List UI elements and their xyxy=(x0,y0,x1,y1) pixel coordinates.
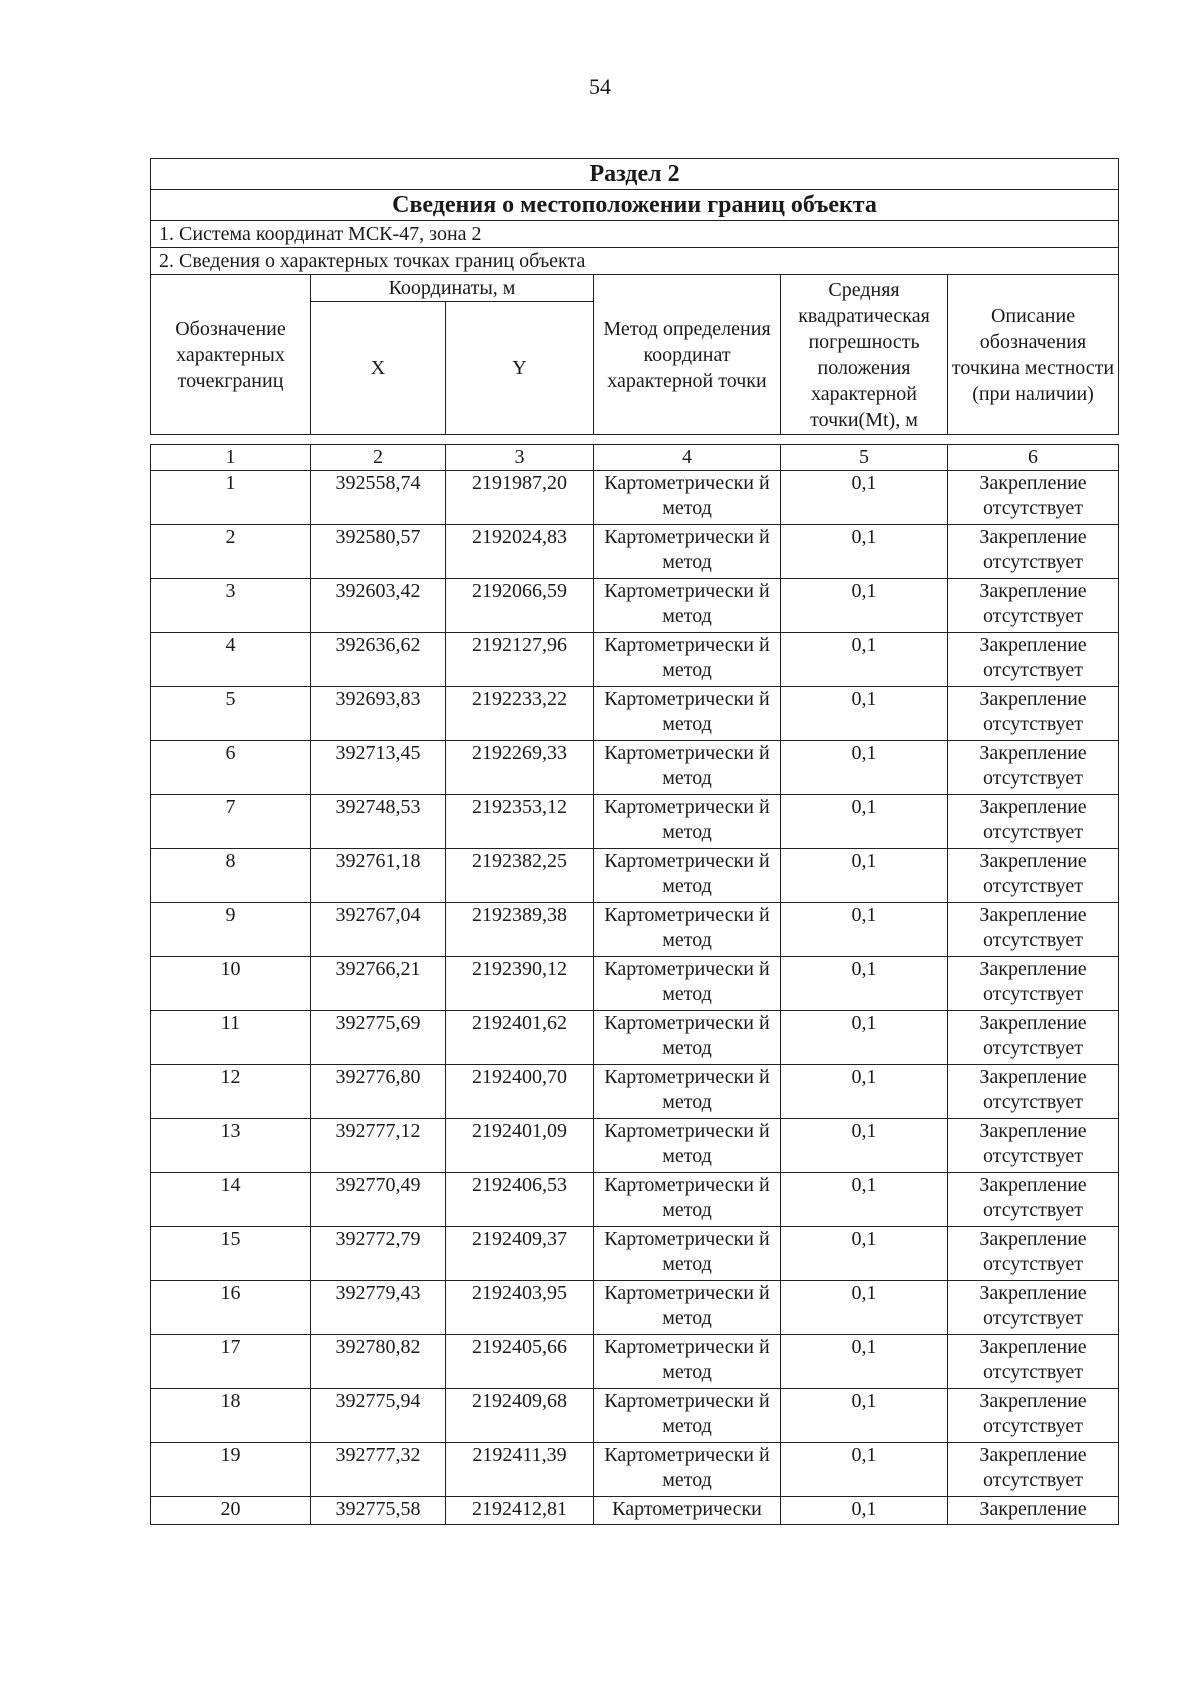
description-cell: Закрепление отсутствует xyxy=(948,1389,1119,1443)
x-coordinate-cell: 392761,18 xyxy=(311,849,446,903)
table-row xyxy=(151,1497,1119,1525)
points-heading: 2. Сведения о характерных точках границ объекта xyxy=(151,248,1119,275)
x-coordinate-cell: 392777,12 xyxy=(311,1119,446,1173)
point-number-cell: 6 xyxy=(151,741,311,795)
coord-system: 1. Система координат МСК-47, зона 2 xyxy=(151,221,1119,248)
y-coordinate-cell: 2192409,37 xyxy=(446,1227,594,1281)
y-coordinate-cell: 2192269,33 xyxy=(446,741,594,795)
point-number-cell: 18 xyxy=(151,1389,311,1443)
description-cell: Закрепление отсутствует xyxy=(948,741,1119,795)
error-mt-cell: 0,1 xyxy=(781,849,948,903)
x-coordinate-cell: 392775,94 xyxy=(311,1389,446,1443)
method-cell: Картометрически й метод xyxy=(594,1173,781,1227)
table-row xyxy=(151,957,1119,1011)
x-coordinate-cell: 392636,62 xyxy=(311,633,446,687)
x-coordinate-cell: 392777,32 xyxy=(311,1443,446,1497)
column-number: 2 xyxy=(311,445,446,471)
description-cell: Закрепление отсутствует xyxy=(948,633,1119,687)
x-coordinate-cell: 392780,82 xyxy=(311,1335,446,1389)
point-number-cell: 17 xyxy=(151,1335,311,1389)
point-number-cell: 5 xyxy=(151,687,311,741)
section-title: Раздел 2 xyxy=(151,159,1119,190)
point-number-cell: 11 xyxy=(151,1011,311,1065)
y-coordinate-cell: 2192405,66 xyxy=(446,1335,594,1389)
description-cell: Закрепление отсутствует xyxy=(948,1173,1119,1227)
method-cell: Картометрически й метод xyxy=(594,1389,781,1443)
point-number-cell: 1 xyxy=(151,471,311,525)
y-coordinate-cell: 2192024,83 xyxy=(446,525,594,579)
description-cell: Закрепление xyxy=(948,1497,1119,1525)
description-cell: Закрепление отсутствует xyxy=(948,1335,1119,1389)
error-mt-cell: 0,1 xyxy=(781,795,948,849)
y-coordinate-cell: 2192066,59 xyxy=(446,579,594,633)
column-number: 6 xyxy=(948,445,1119,471)
method-cell: Картометрически й метод xyxy=(594,1119,781,1173)
column-number: 4 xyxy=(594,445,781,471)
table-row xyxy=(151,525,1119,579)
method-cell: Картометрически й метод xyxy=(594,687,781,741)
description-cell: Закрепление отсутствует xyxy=(948,471,1119,525)
point-number-cell: 7 xyxy=(151,795,311,849)
x-coordinate-cell: 392775,58 xyxy=(311,1497,446,1525)
table-row xyxy=(151,795,1119,849)
description-cell: Закрепление отсутствует xyxy=(948,525,1119,579)
x-coordinate-cell: 392713,45 xyxy=(311,741,446,795)
col-header-designation: Обозначение характерных точекграниц xyxy=(151,275,311,435)
point-number-cell: 4 xyxy=(151,633,311,687)
y-coordinate-cell: 2192403,95 xyxy=(446,1281,594,1335)
method-cell: Картометрически й метод xyxy=(594,1335,781,1389)
x-coordinate-cell: 392693,83 xyxy=(311,687,446,741)
method-cell: Картометрически й метод xyxy=(594,471,781,525)
point-number-cell: 15 xyxy=(151,1227,311,1281)
table-row xyxy=(151,903,1119,957)
method-cell: Картометрически й метод xyxy=(594,1227,781,1281)
error-mt-cell: 0,1 xyxy=(781,1173,948,1227)
error-mt-cell: 0,1 xyxy=(781,471,948,525)
y-coordinate-cell: 2192233,22 xyxy=(446,687,594,741)
table-row xyxy=(151,1011,1119,1065)
y-coordinate-cell: 2192401,09 xyxy=(446,1119,594,1173)
error-mt-cell: 0,1 xyxy=(781,1335,948,1389)
page-number: 54 xyxy=(589,74,611,99)
error-mt-cell: 0,1 xyxy=(781,1011,948,1065)
error-mt-cell: 0,1 xyxy=(781,525,948,579)
error-mt-cell: 0,1 xyxy=(781,957,948,1011)
error-mt-cell: 0,1 xyxy=(781,579,948,633)
description-cell: Закрепление отсутствует xyxy=(948,1065,1119,1119)
x-coordinate-cell: 392748,53 xyxy=(311,795,446,849)
method-cell: Картометрически й метод xyxy=(594,633,781,687)
table-row xyxy=(151,1281,1119,1335)
y-coordinate-cell: 2192411,39 xyxy=(446,1443,594,1497)
col-header-x: X xyxy=(311,302,446,435)
x-coordinate-cell: 392558,74 xyxy=(311,471,446,525)
point-number-cell: 20 xyxy=(151,1497,311,1525)
error-mt-cell: 0,1 xyxy=(781,1443,948,1497)
table-row xyxy=(151,741,1119,795)
table-row xyxy=(151,1065,1119,1119)
table-row xyxy=(151,849,1119,903)
table-row xyxy=(151,633,1119,687)
error-mt-cell: 0,1 xyxy=(781,1065,948,1119)
table-row xyxy=(151,1443,1119,1497)
method-cell: Картометрически й метод xyxy=(594,849,781,903)
col-header-y: Y xyxy=(446,302,594,435)
point-number-cell: 16 xyxy=(151,1281,311,1335)
description-cell: Закрепление отсутствует xyxy=(948,957,1119,1011)
x-coordinate-cell: 392776,80 xyxy=(311,1065,446,1119)
column-number: 1 xyxy=(151,445,311,471)
table-row xyxy=(151,1173,1119,1227)
col-header-description: Описание обозначения точкина местности (при наличии) xyxy=(948,275,1119,435)
col-header-coords: Координаты, м xyxy=(311,275,594,302)
column-number-row xyxy=(151,445,1119,471)
error-mt-cell: 0,1 xyxy=(781,741,948,795)
section-header-table xyxy=(150,158,1119,435)
table-row xyxy=(151,687,1119,741)
error-mt-cell: 0,1 xyxy=(781,687,948,741)
y-coordinate-cell: 2192390,12 xyxy=(446,957,594,1011)
method-cell: Картометрически й метод xyxy=(594,1443,781,1497)
points-table xyxy=(150,444,1119,1525)
point-number-cell: 8 xyxy=(151,849,311,903)
error-mt-cell: 0,1 xyxy=(781,633,948,687)
description-cell: Закрепление отсутствует xyxy=(948,1227,1119,1281)
col-header-error: Средняя квадратическая погрешность положения характерной точки(Mt), м xyxy=(781,275,948,435)
x-coordinate-cell: 392779,43 xyxy=(311,1281,446,1335)
description-cell: Закрепление отсутствует xyxy=(948,1119,1119,1173)
y-coordinate-cell: 2192127,96 xyxy=(446,633,594,687)
description-cell: Закрепление отсутствует xyxy=(948,1281,1119,1335)
method-cell: Картометрически xyxy=(594,1497,781,1525)
table-row xyxy=(151,1335,1119,1389)
point-number-cell: 2 xyxy=(151,525,311,579)
y-coordinate-cell: 2192409,68 xyxy=(446,1389,594,1443)
point-number-cell: 10 xyxy=(151,957,311,1011)
description-cell: Закрепление отсутствует xyxy=(948,903,1119,957)
x-coordinate-cell: 392603,42 xyxy=(311,579,446,633)
table-row xyxy=(151,471,1119,525)
table-row xyxy=(151,1119,1119,1173)
y-coordinate-cell: 2192406,53 xyxy=(446,1173,594,1227)
x-coordinate-cell: 392767,04 xyxy=(311,903,446,957)
method-cell: Картометрически й метод xyxy=(594,1011,781,1065)
error-mt-cell: 0,1 xyxy=(781,1389,948,1443)
point-number-cell: 19 xyxy=(151,1443,311,1497)
method-cell: Картометрически й метод xyxy=(594,741,781,795)
y-coordinate-cell: 2192412,81 xyxy=(446,1497,594,1525)
y-coordinate-cell: 2192353,12 xyxy=(446,795,594,849)
description-cell: Закрепление отсутствует xyxy=(948,849,1119,903)
method-cell: Картометрически й метод xyxy=(594,1065,781,1119)
y-coordinate-cell: 2192382,25 xyxy=(446,849,594,903)
section-subtitle: Сведения о местоположении границ объекта xyxy=(151,190,1119,221)
point-number-cell: 13 xyxy=(151,1119,311,1173)
x-coordinate-cell: 392772,79 xyxy=(311,1227,446,1281)
point-number-cell: 3 xyxy=(151,579,311,633)
point-number-cell: 14 xyxy=(151,1173,311,1227)
method-cell: Картометрически й метод xyxy=(594,795,781,849)
point-number-cell: 12 xyxy=(151,1065,311,1119)
error-mt-cell: 0,1 xyxy=(781,903,948,957)
description-cell: Закрепление отсутствует xyxy=(948,579,1119,633)
error-mt-cell: 0,1 xyxy=(781,1119,948,1173)
x-coordinate-cell: 392766,21 xyxy=(311,957,446,1011)
description-cell: Закрепление отсутствует xyxy=(948,1443,1119,1497)
error-mt-cell: 0,1 xyxy=(781,1497,948,1525)
description-cell: Закрепление отсутствует xyxy=(948,1011,1119,1065)
column-number: 3 xyxy=(446,445,594,471)
point-number-cell: 9 xyxy=(151,903,311,957)
table-row xyxy=(151,1227,1119,1281)
y-coordinate-cell: 2192389,38 xyxy=(446,903,594,957)
error-mt-cell: 0,1 xyxy=(781,1281,948,1335)
description-cell: Закрепление отсутствует xyxy=(948,687,1119,741)
x-coordinate-cell: 392775,69 xyxy=(311,1011,446,1065)
method-cell: Картометрически й метод xyxy=(594,903,781,957)
method-cell: Картометрически й метод xyxy=(594,957,781,1011)
error-mt-cell: 0,1 xyxy=(781,1227,948,1281)
method-cell: Картометрически й метод xyxy=(594,579,781,633)
x-coordinate-cell: 392770,49 xyxy=(311,1173,446,1227)
description-cell: Закрепление отсутствует xyxy=(948,795,1119,849)
table-row xyxy=(151,579,1119,633)
table-row xyxy=(151,1389,1119,1443)
y-coordinate-cell: 2191987,20 xyxy=(446,471,594,525)
x-coordinate-cell: 392580,57 xyxy=(311,525,446,579)
y-coordinate-cell: 2192401,62 xyxy=(446,1011,594,1065)
method-cell: Картометрически й метод xyxy=(594,1281,781,1335)
column-number: 5 xyxy=(781,445,948,471)
y-coordinate-cell: 2192400,70 xyxy=(446,1065,594,1119)
col-header-method: Метод определения координат характерной точки xyxy=(594,275,781,435)
method-cell: Картометрически й метод xyxy=(594,525,781,579)
